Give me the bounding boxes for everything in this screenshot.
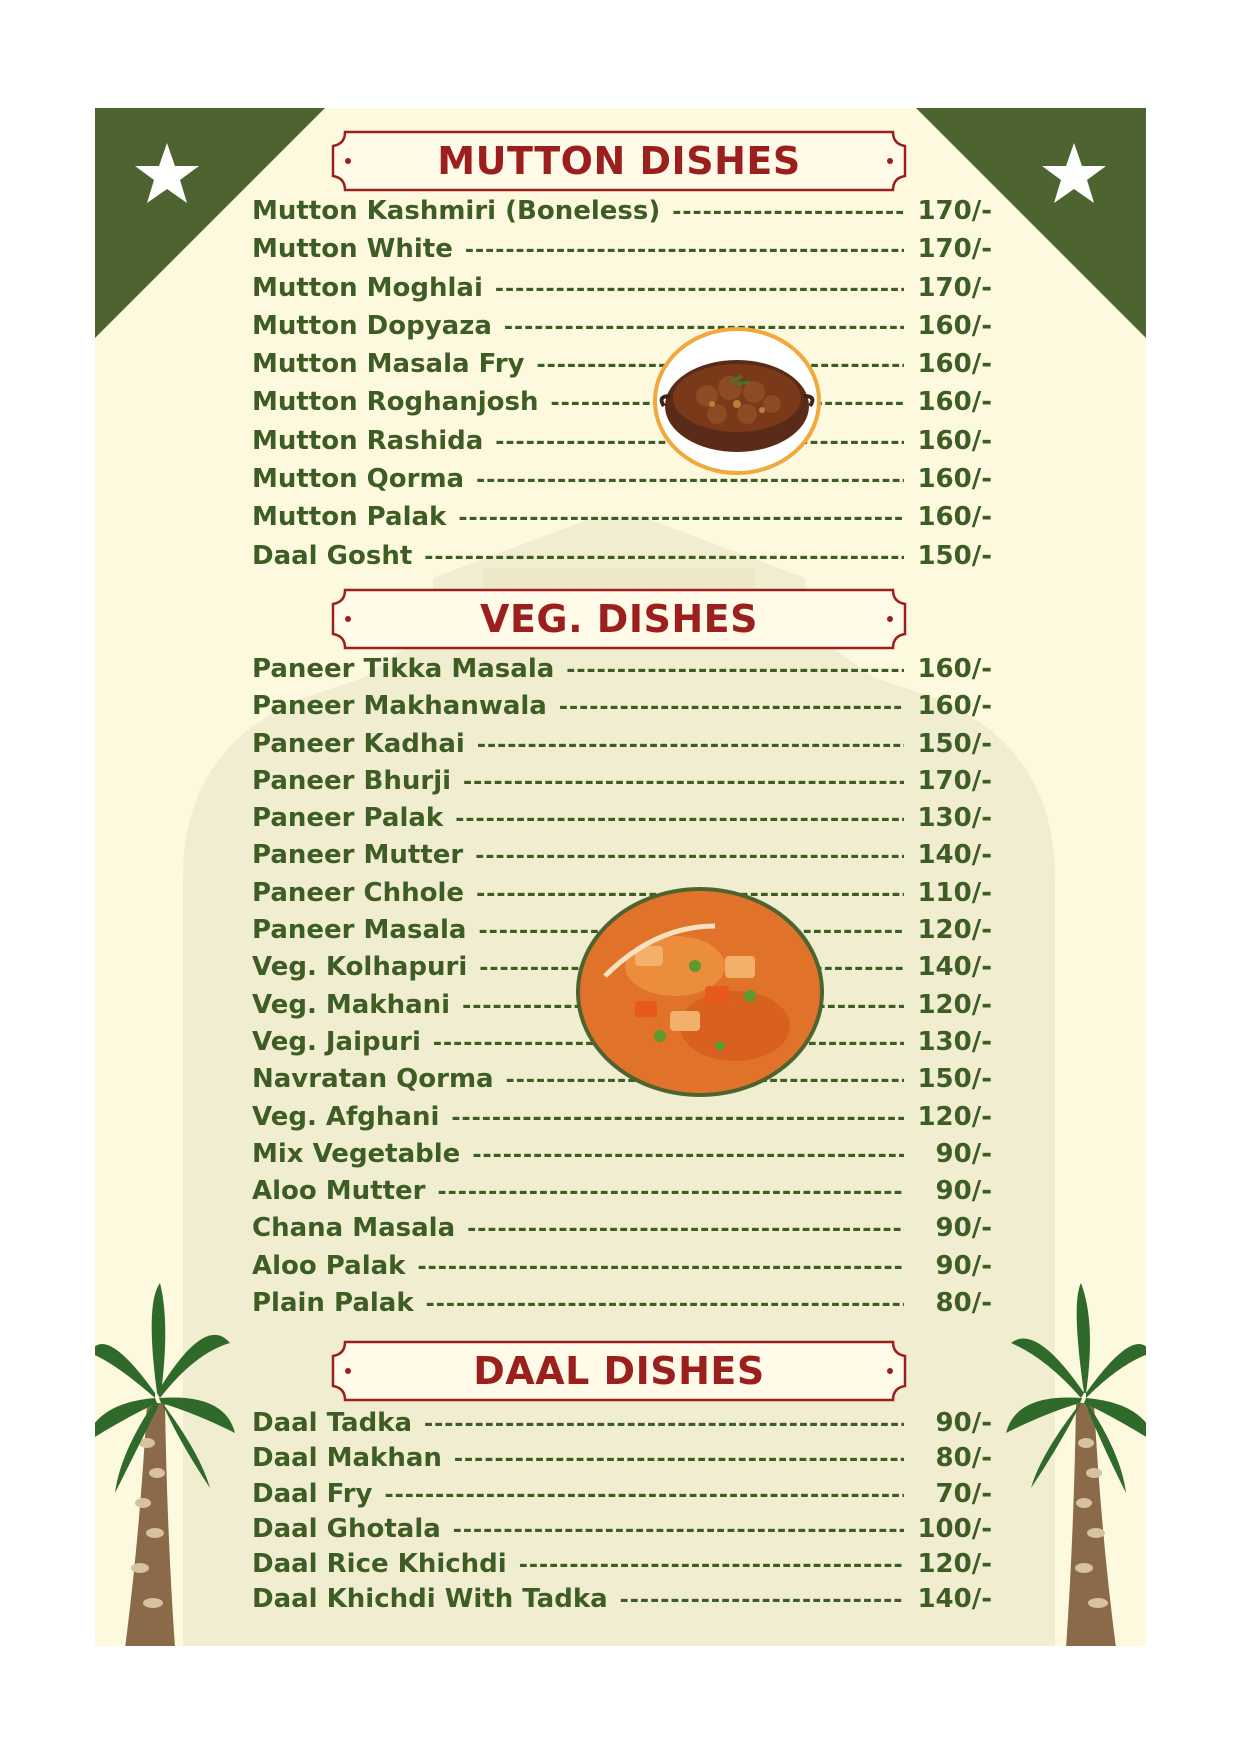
daal-items	[252, 1408, 992, 1620]
item-price: 150/-	[917, 540, 992, 571]
menu-item	[252, 1176, 992, 1213]
item-name: Mutton Palak	[252, 502, 447, 533]
leader-dots	[451, 1106, 904, 1131]
item-name: Veg. Makhani	[252, 989, 451, 1020]
item-name: Paneer Palak	[252, 803, 444, 834]
menu-item	[252, 311, 992, 349]
item-price: 120/-	[917, 1549, 992, 1580]
item-price: 150/-	[917, 728, 992, 759]
item-price: 70/-	[935, 1478, 992, 1509]
menu-item	[252, 1549, 992, 1584]
item-price: 90/-	[935, 1250, 992, 1281]
menu-item	[252, 1139, 992, 1176]
item-price: 120/-	[917, 1101, 992, 1132]
item-name: Veg. Kolhapuri	[252, 952, 468, 983]
item-price: 160/-	[917, 464, 992, 495]
menu-item	[252, 691, 992, 728]
menu-item	[252, 1514, 992, 1549]
item-price: 110/-	[917, 877, 992, 908]
item-name: Veg. Afghani	[252, 1101, 440, 1132]
item-price: 120/-	[917, 989, 992, 1020]
item-name: Aloo Palak	[252, 1250, 406, 1281]
menu-item	[252, 502, 992, 540]
item-name: Paneer Makhanwala	[252, 691, 547, 722]
item-name: Daal Fry	[252, 1478, 373, 1509]
leader-dots	[463, 770, 904, 795]
section-heading-daal	[323, 1338, 915, 1404]
leader-dots	[477, 733, 904, 758]
menu-item	[252, 729, 992, 766]
item-price: 160/-	[917, 310, 992, 341]
menu-item	[252, 349, 992, 387]
leader-dots	[559, 695, 904, 720]
section-title: DAAL DISHES	[473, 1349, 765, 1393]
item-price: 90/-	[935, 1408, 992, 1438]
item-price: 160/-	[917, 387, 992, 418]
leader-dots	[417, 1255, 904, 1280]
menu-item	[252, 541, 992, 579]
menu-item	[252, 1251, 992, 1288]
item-price: 130/-	[917, 803, 992, 834]
menu-item	[252, 654, 992, 691]
leader-dots	[424, 1412, 904, 1437]
item-name: Paneer Chhole	[252, 877, 465, 908]
menu-item	[252, 1213, 992, 1250]
item-name: Mix Vegetable	[252, 1138, 461, 1169]
palm-tree-icon	[1006, 1283, 1146, 1646]
item-name: Paneer Bhurji	[252, 765, 452, 796]
item-price: 150/-	[917, 1064, 992, 1095]
leader-dots	[566, 658, 904, 683]
item-name: Mutton Qorma	[252, 464, 465, 495]
menu-item	[252, 1408, 992, 1443]
item-price: 90/-	[935, 1138, 992, 1169]
item-name: Paneer Tikka Masala	[252, 654, 555, 684]
mutton-items	[252, 196, 992, 579]
item-name: Aloo Mutter	[252, 1176, 426, 1207]
item-name: Daal Khichdi With Tadka	[252, 1584, 608, 1615]
leader-dots	[620, 1588, 904, 1613]
section-title: VEG. DISHES	[480, 597, 758, 641]
item-price: 80/-	[935, 1443, 992, 1474]
leader-dots	[467, 1217, 904, 1242]
leader-dots	[495, 277, 904, 302]
mutton-curry-photo	[652, 326, 822, 476]
item-name: Mutton Masala Fry	[252, 349, 525, 380]
menu-item	[252, 766, 992, 803]
leader-dots	[458, 506, 904, 531]
leader-dots	[472, 1143, 904, 1168]
item-price: 130/-	[917, 1026, 992, 1057]
item-name: Navratan Qorma	[252, 1064, 494, 1095]
section-heading-mutton	[323, 128, 915, 194]
item-name: Plain Palak	[252, 1288, 414, 1319]
item-name: Mutton Dopyaza	[252, 310, 492, 341]
item-price: 160/-	[917, 425, 992, 456]
menu-item	[252, 1584, 992, 1619]
item-name: Veg. Jaipuri	[252, 1026, 421, 1057]
menu-item	[252, 426, 992, 464]
section-heading-veg	[323, 586, 915, 652]
item-name: Mutton White	[252, 234, 453, 265]
item-name: Daal Tadka	[252, 1408, 413, 1438]
item-name: Mutton Rashida	[252, 425, 484, 456]
item-name: Chana Masala	[252, 1213, 456, 1244]
menu-item	[252, 803, 992, 840]
item-name: Mutton Kashmiri (Boneless)	[252, 196, 661, 226]
leader-dots	[519, 1553, 904, 1578]
leader-dots	[424, 545, 904, 570]
item-name: Paneer Mutter	[252, 840, 464, 871]
item-price: 80/-	[935, 1288, 992, 1319]
item-price: 160/-	[917, 691, 992, 722]
item-price: 90/-	[935, 1213, 992, 1244]
leader-dots	[455, 807, 904, 832]
menu-item	[252, 1479, 992, 1514]
leader-dots	[672, 200, 904, 225]
item-name: Daal Ghotala	[252, 1513, 441, 1544]
item-price: 140/-	[917, 1584, 992, 1615]
leader-dots	[426, 1292, 904, 1317]
menu-page	[95, 108, 1146, 1646]
item-price: 160/-	[917, 502, 992, 533]
item-name: Mutton Moghlai	[252, 272, 483, 303]
item-price: 170/-	[917, 765, 992, 796]
leader-dots	[454, 1447, 904, 1472]
menu-item	[252, 1443, 992, 1478]
menu-item	[252, 840, 992, 877]
menu-item	[252, 196, 992, 234]
item-price: 120/-	[917, 915, 992, 946]
menu-item	[252, 1288, 992, 1325]
leader-dots	[465, 238, 904, 263]
item-price: 90/-	[935, 1176, 992, 1207]
item-price: 170/-	[917, 272, 992, 303]
leader-dots	[385, 1483, 904, 1508]
menu-item	[252, 234, 992, 272]
leader-dots	[476, 468, 904, 493]
item-name: Daal Makhan	[252, 1443, 442, 1474]
item-name: Daal Rice Khichdi	[252, 1549, 507, 1580]
item-name: Paneer Masala	[252, 915, 467, 946]
item-price: 100/-	[917, 1513, 992, 1544]
leader-dots	[438, 1180, 904, 1205]
item-name: Mutton Roghanjosh	[252, 387, 539, 418]
item-name: Paneer Kadhai	[252, 728, 465, 759]
item-price: 140/-	[917, 952, 992, 983]
menu-item	[252, 1102, 992, 1139]
item-price: 170/-	[917, 196, 992, 226]
item-price: 170/-	[917, 234, 992, 265]
menu-item	[252, 464, 992, 502]
veg-curry-photo	[575, 886, 825, 1098]
menu-item	[252, 273, 992, 311]
leader-dots	[475, 844, 904, 869]
item-price: 160/-	[917, 349, 992, 380]
item-name: Daal Gosht	[252, 540, 413, 571]
palm-tree-icon	[95, 1283, 235, 1646]
menu-item	[252, 387, 992, 425]
section-title: MUTTON DISHES	[437, 139, 801, 183]
item-price: 160/-	[917, 654, 992, 684]
item-price: 140/-	[917, 840, 992, 871]
leader-dots	[453, 1518, 904, 1543]
